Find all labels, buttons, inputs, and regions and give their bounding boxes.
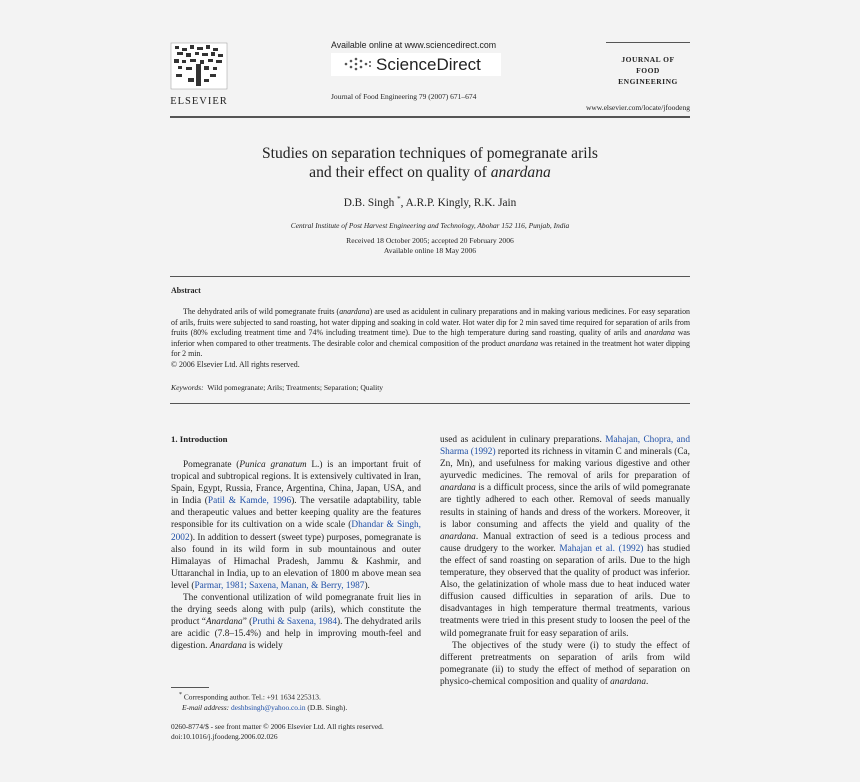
intro-p4-italic: anardana: [610, 676, 646, 687]
journal-logo-rule: [606, 42, 690, 43]
author-email-link[interactable]: deshbsingh@yahoo.co.in: [231, 702, 306, 712]
front-matter-info: [171, 722, 431, 742]
intro-p1-text-g: ). In addition to dessert (sweet type) purposes, pomegranate is also found in its wild form in sub mountainous and outer Himalayas of Himachal Pradesh, Jammu & Kashmir, and Uttaranchal in India, up to an elevation of 1800 m above mean sea level (: [171, 532, 421, 591]
intro-paragraph-4: [440, 640, 690, 688]
abstract-text-4: was retained in the treatment hot water dipping for 2 min.: [171, 338, 690, 359]
title-line1: Studies on separation techniques of pomegranate arils: [261, 145, 599, 162]
journal-logo: [606, 54, 690, 87]
abstract-text-3: was inferior when compared to other treatments. The desirable color and chemical composition of the product: [171, 328, 690, 348]
journal-logo-line1: JOURNAL OF: [621, 55, 675, 64]
intro-p1-text-i: ).: [364, 580, 370, 591]
intro-paragraph-1: [171, 459, 421, 592]
journal-url[interactable]: www.elsevier.com/locate/jfoodeng: [585, 103, 690, 112]
intro-p2-italic-2: Anardana: [209, 641, 247, 652]
author-list: [170, 195, 690, 209]
affiliation: Central Institute of Post Harvest Engineering and Technology, Abohar 152 116, Punjab, India: [290, 221, 570, 230]
intro-p3-text-a: used as acidulent in culinary preparations.: [440, 435, 606, 445]
issn-line: 0260-8774/$ - see front matter © 2006 Elsevier Ltd. All rights reserved.: [171, 722, 384, 731]
sciencedirect-dots-icon: [343, 57, 373, 71]
journal-logo-line2: FOOD: [636, 66, 660, 75]
available-online-text: Available online at www.sciencedirect.com: [331, 40, 497, 50]
title-line2: [170, 164, 690, 183]
abstract-italic-1: anardana: [339, 307, 370, 316]
keywords-label: Keywords:: [171, 383, 204, 392]
intro-p1-species: Punica granatum: [239, 460, 307, 470]
intro-p3-text-e: is a difficult process, since the arils of wild pomegranate are tightly adhered to each other. Removal of seeds manually results in staining of hands and dress of the workers. Moreover, it is labor consuming and affects the yield and quality of the: [440, 483, 690, 530]
other-authors: , A.R.P. Kingly, R.K. Jain: [400, 196, 517, 209]
section-heading-introduction: 1. Introduction: [171, 434, 228, 444]
intro-p2-text-c: ” (: [242, 617, 253, 628]
keywords-line: [171, 383, 383, 392]
footnote-rule: [171, 687, 209, 688]
intro-p3-italic-2: anardana: [440, 531, 476, 542]
footnote-corresponding: [171, 690, 421, 703]
intro-paragraph-2: [171, 592, 421, 652]
header-rule: [170, 116, 690, 118]
journal-logo-line3: ENGINEERING: [618, 77, 678, 86]
intro-p1-text-e: ). The versatile adaptability, table and therapeutic values and better keeping quality are the features responsible for its cultivation on a wide scale (: [171, 496, 422, 531]
intro-p1-text-a: Pomegranate (: [183, 460, 240, 470]
footnote-email-suffix: (D.B. Singh).: [305, 702, 348, 712]
intro-p2-text-g: is widely: [246, 641, 283, 652]
citation-link-patil[interactable]: Patil & Kamde, 1996: [207, 496, 292, 507]
publisher-name: ELSEVIER: [170, 96, 228, 107]
journal-citation: Journal of Food Engineering 79 (2007) 671–674: [331, 92, 477, 101]
title-line2-text: and their effect on quality of: [309, 163, 491, 181]
sciencedirect-logo: [331, 53, 501, 76]
abstract-italic-3: anardana: [507, 338, 539, 348]
abstract-top-rule: [170, 276, 690, 277]
intro-p3-text-i: has studied the effect of sand roasting on separation of arils. Due to the high temperature, they observed that the quality of product was inferior. Also, the gelatinization of whole mass due to heat induced water diffusion caused difficulties in separation of arils. Due to disadvantages in high temperature thermal treatments, various treatments were tried in this present study to loosen the peel of the wild pomegranate fruit for easy separation of arils.: [440, 543, 690, 639]
intro-p2-italic-1: Anardana: [205, 617, 243, 628]
abstract-text-1: The dehydrated arils of wild pomegranate fruits (: [183, 307, 340, 316]
title-line2-italic: anardana: [490, 163, 551, 181]
footnote-email-label: E-mail address:: [182, 702, 230, 712]
intro-p4-text-c: .: [645, 676, 649, 687]
received-date: Received 18 October 2005; accepted 20 February 2006: [346, 236, 514, 245]
elsevier-logo: [170, 42, 228, 107]
footnote-corresponding-text: Corresponding author. Tel.: +91 1634 225313.: [183, 692, 321, 702]
footnote-mark: *: [179, 692, 182, 698]
copyright-line: © 2006 Elsevier Ltd. All rights reserved.: [171, 359, 300, 369]
intro-p2-text-a: The conventional utilization of wild pomegranate fruit lies in the drying seeds along with pulp (arils), which constitute the product “: [171, 593, 421, 628]
abstract-heading: Abstract: [171, 286, 201, 295]
abstract-paragraph: [171, 307, 690, 360]
online-date: Available online 18 May 2006: [383, 246, 477, 256]
author-1: D.B. Singh: [343, 196, 395, 209]
citation-link-dhandar[interactable]: Dhandar & Singh, 2002: [171, 520, 421, 543]
elsevier-tree-icon: [170, 42, 228, 90]
corresponding-mark[interactable]: *: [397, 195, 401, 203]
footnote-email: [171, 703, 421, 713]
keywords-text: Wild pomegranate; Arils; Treatments; Separation; Quality: [207, 383, 384, 392]
intro-p3-text-g: . Manual extraction of seed is a tedious process and cause drudgery to the worker.: [440, 531, 690, 554]
citation-link-pruthi[interactable]: Pruthi & Saxena, 1984: [252, 617, 337, 628]
citation-link-mahajan-etal[interactable]: Mahajan et al. (1992): [559, 543, 644, 554]
abstract-body: [171, 307, 690, 371]
citation-link-mahajan[interactable]: Mahajan, Chopra, and Sharma (1992): [440, 435, 690, 458]
intro-p3-text-c: reported its richness in vitamin C and minerals (Ca, Zn, Mn), and usefulness for making various digestive and other ayurvedic medicines. The removal of arils for preparation of: [440, 447, 690, 482]
sciencedirect-wordmark: ScienceDirect: [376, 55, 481, 74]
abstract-bottom-rule: [170, 403, 690, 404]
intro-p3-italic-1: anardana: [440, 483, 476, 494]
right-column: [440, 434, 690, 688]
footnote: [171, 690, 421, 713]
doi-line[interactable]: doi:10.1016/j.jfoodeng.2006.02.026: [171, 732, 278, 742]
intro-paragraph-3: [440, 434, 690, 640]
abstract-italic-2: anardana: [644, 328, 675, 338]
intro-p4-text-a: The objectives of the study were (i) to study the effect of different pretreatments on separation of arils from wild pomegranate (ii) to study the effect of method of separation on physico-chemical composition and quality of: [440, 640, 690, 687]
left-column: [171, 459, 421, 653]
dates: [170, 236, 690, 256]
abstract-text-2: ) are used as acidulent in culinary preparations and in making various medicines. For easy separation of arils, fruits were subjected to sand roasting, hot water dipping and soaking in cold water. Hot water dip for 2 min saved time required for separation of arils from fruits (80% excluding treatment time and 74% including treatment time). Due to the high temperature during sand roasting, quality of arils and: [171, 307, 690, 338]
intro-p2-text-e: ). The dehydrated arils are acidic (7.8–15.4%) and help in improving mouth-feel and digestion.: [171, 617, 421, 652]
citation-link-parmar[interactable]: Parmar, 1981; Saxena, Manan, & Berry, 1987: [194, 580, 365, 591]
intro-p1-text-c: L.) is an important fruit of tropical and subtropical regions. It is extensively cultivated in Iran, Spain, Egypt, Russia, France, Argentina, China, Japan, USA, and in India (: [171, 460, 422, 507]
paper-title: [170, 145, 690, 182]
